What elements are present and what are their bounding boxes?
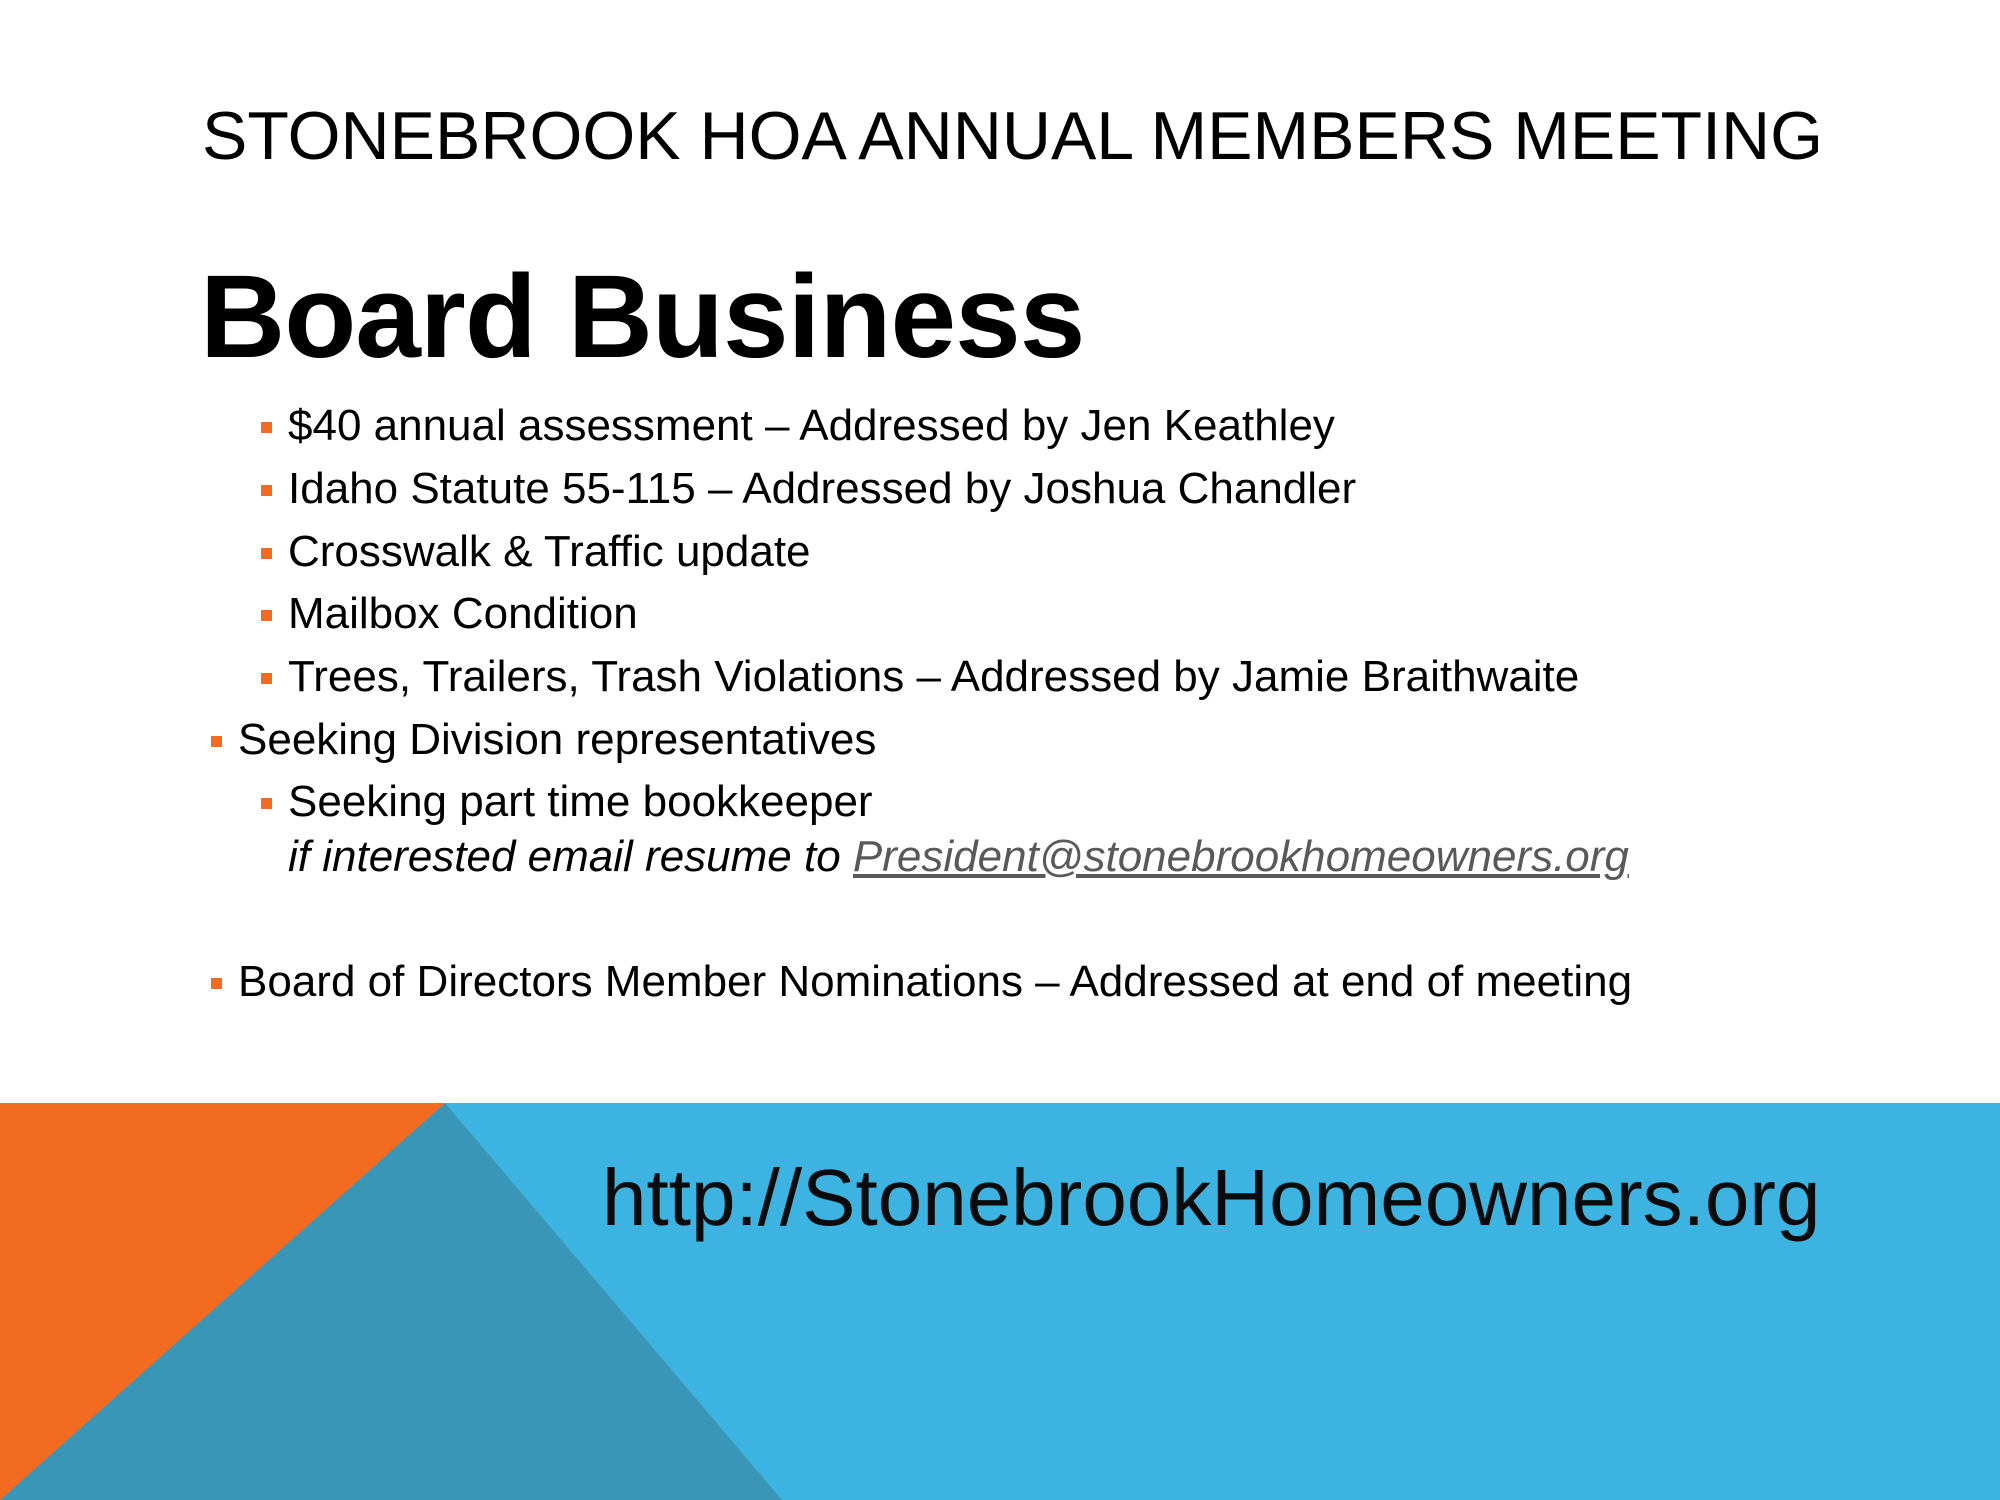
bullet-square-icon [261, 610, 272, 621]
email-link[interactable]: President@stonebrookhomeowners.org [852, 832, 1629, 881]
list-item-text: Mailbox Condition [288, 589, 638, 638]
bullet-square-icon [261, 422, 272, 433]
list-item-text: Trees, Trailers, Trash Violations – Addressed by Jamie Braithwaite [288, 652, 1580, 701]
bullet-square-icon [261, 485, 272, 496]
footer-url[interactable]: http://StonebrookHomeowners.org [602, 1153, 1821, 1242]
bullet-square-icon [211, 736, 222, 747]
list-item-text: Idaho Statute 55-115 – Addressed by Joshua Chandler [288, 464, 1357, 513]
list-item-text: Crosswalk & Traffic update [288, 527, 811, 576]
meeting-title: STONEBROOK HOA ANNUAL MEMBERS MEETING [202, 98, 1823, 174]
list-item-text: Board of Directors Member Nominations – Addressed at end of meeting [238, 957, 1633, 1006]
bullet-square-icon [261, 798, 272, 809]
list-item-text: Seeking part time bookkeeper [288, 777, 873, 826]
section-heading: Board Business [200, 251, 1085, 383]
note-prefix: if interested email resume to [288, 832, 853, 881]
bullet-square-icon [261, 548, 272, 559]
bullet-square-icon [261, 673, 272, 684]
bullet-square-icon [211, 978, 222, 989]
list-item-text: $40 annual assessment – Addressed by Jen Keathley [288, 401, 1335, 450]
bookkeeper-note [288, 832, 1629, 881]
list-item-text: Seeking Division representatives [238, 715, 877, 764]
